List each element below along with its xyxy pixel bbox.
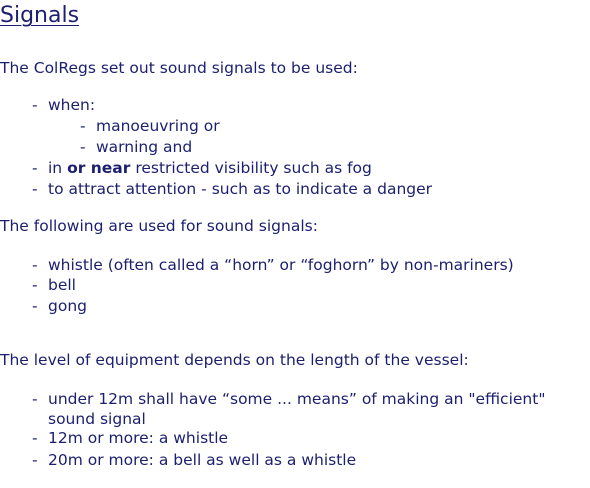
- bullet-dash: -: [32, 180, 38, 198]
- intro-paragraph: The ColRegs set out sound signals to be used:: [0, 59, 358, 77]
- bullet-dash: -: [32, 451, 38, 469]
- list-item-text: 12m or more: a whistle: [48, 429, 229, 447]
- list-item-text: bell: [48, 276, 76, 294]
- bold-text: or near: [67, 159, 131, 177]
- level-paragraph: The level of equipment depends on the length of the vessel:: [0, 351, 469, 369]
- list-item-text: sound signal: [48, 410, 146, 428]
- bullet-dash: -: [80, 117, 86, 135]
- list-item-text: warning and: [96, 138, 193, 156]
- bullet-dash: -: [32, 256, 38, 274]
- bullet-dash: -: [32, 297, 38, 315]
- list-item-text: manoeuvring or: [96, 117, 220, 135]
- list-item-text: under 12m shall have “some ... means” of making an "efficient": [48, 390, 546, 408]
- bullet-dash: -: [32, 96, 38, 114]
- text-segment: in: [48, 159, 68, 177]
- text-segment: restricted visibility such as fog: [130, 159, 372, 177]
- list-item-text: when:: [48, 96, 96, 114]
- following-paragraph: The following are used for sound signals:: [0, 217, 318, 235]
- bullet-dash: -: [32, 390, 38, 408]
- list-item-text: whistle (often called a “horn” or “foghorn” by non-mariners): [48, 256, 514, 274]
- list-item-text: 20m or more: a bell as well as a whistle: [48, 451, 357, 469]
- page-title: Signals: [0, 3, 80, 28]
- bullet-dash: -: [32, 276, 38, 294]
- list-item-text: [48, 158, 372, 178]
- bullet-dash: -: [32, 159, 38, 177]
- bullet-dash: -: [80, 138, 86, 156]
- list-item-text: gong: [48, 297, 87, 315]
- bullet-dash: -: [32, 429, 38, 447]
- list-item-text: to attract attention - such as to indicate a danger: [48, 180, 433, 198]
